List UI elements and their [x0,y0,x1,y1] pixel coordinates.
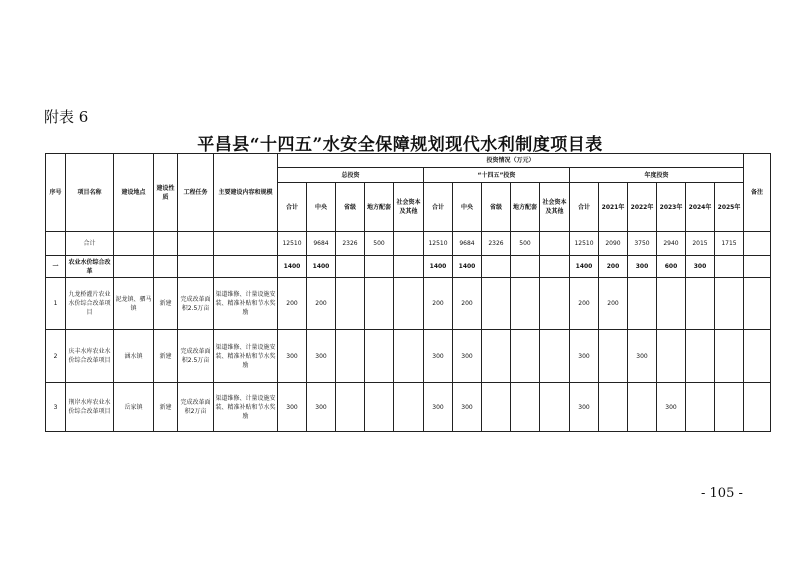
table-row [46,330,771,383]
project-table [45,153,771,432]
header-2023: 2023年 [657,183,686,232]
table-cell [628,383,657,432]
header-2021: 2021年 [599,183,628,232]
table-cell: 300 [278,383,307,432]
table-cell [394,232,424,256]
table-cell: 300 [424,330,453,383]
table-cell: 300 [657,383,686,432]
page-number: - 105 - [701,486,743,501]
table-row [46,383,771,432]
row-content: 渠道维修、计量设施安装、精准补贴和节水奖励 [214,383,278,432]
header-fy-central: 中央 [453,183,482,232]
table-cell [657,330,686,383]
table-cell: 9684 [453,232,482,256]
row-name: 九龙桥灌片农业水价综合改革项目 [66,278,114,330]
table-cell: 2326 [482,232,511,256]
table-cell: 1400 [278,256,307,278]
table-cell [540,232,570,256]
header-fy-prov: 省级 [482,183,511,232]
table-cell: 2015 [686,232,715,256]
header-row-1 [46,154,771,168]
table-cell: 300 [628,256,657,278]
header-name: 项目名称 [66,154,114,232]
table-cell: 1400 [307,256,336,278]
header-content: 主要建设内容和规模 [214,154,278,232]
table-cell: 200 [599,278,628,330]
document-title: 平昌县“十四五”水安全保障规划现代水利制度项目表 [197,135,603,155]
table-cell: 300 [307,383,336,432]
header-five-year: “十四五”投资 [424,168,570,183]
header-tot-prov: 省级 [336,183,365,232]
table-cell: 2326 [336,232,365,256]
header-annual: 年度投资 [570,168,744,183]
row-task: 完成改革面积2万亩 [178,383,214,432]
header-fy-sum: 合计 [424,183,453,232]
table-cell: 12510 [424,232,453,256]
table-cell: 300 [307,330,336,383]
row-location: 泥龙镇、驷马镇 [114,278,154,330]
table-cell [599,330,628,383]
table-cell: 1715 [715,232,744,256]
row-task: 完成改革面积2.5万亩 [178,278,214,330]
row-content: 渠道维修、计量设施安装、精准补贴和节水奖励 [214,330,278,383]
header-tot-social: 社会资本及其他 [394,183,424,232]
table-cell: 200 [453,278,482,330]
table-cell: 12510 [278,232,307,256]
row-seq: 2 [46,330,66,383]
table-cell: 1400 [453,256,482,278]
table-cell: 200 [278,278,307,330]
table-cell: 200 [570,278,599,330]
header-fy-local: 地方配套 [511,183,540,232]
row-name: 荆岸水库农业水价综合改革项目 [66,383,114,432]
row-nature: 新建 [154,330,178,383]
header-investment: 投资情况（万元） [278,154,744,168]
category-row [46,256,771,278]
table-cell: 300 [628,330,657,383]
category-name: 农业水价综合改革 [66,256,114,278]
row-nature: 新建 [154,383,178,432]
row-nature: 新建 [154,278,178,330]
header-tot-local: 地方配套 [365,183,394,232]
table-cell: 1400 [424,256,453,278]
table-cell: 500 [365,232,394,256]
header-tot-central: 中央 [307,183,336,232]
header-task: 工程任务 [178,154,214,232]
row-task: 完成改革面积2.5万亩 [178,330,214,383]
table-cell: 1400 [570,256,599,278]
row-seq: 1 [46,278,66,330]
table-cell: 200 [424,278,453,330]
table-cell: 3750 [628,232,657,256]
table-cell: 300 [570,330,599,383]
header-seq: 序号 [46,154,66,232]
table-cell: 2940 [657,232,686,256]
header-location: 建设地点 [114,154,154,232]
row-seq: 3 [46,383,66,432]
table-cell: 200 [307,278,336,330]
total-row [46,232,771,256]
header-fy-social: 社会资本及其他 [540,183,570,232]
header-total-investment: 总投资 [278,168,424,183]
table-cell: 500 [511,232,540,256]
table-cell: 2090 [599,232,628,256]
table-cell [628,278,657,330]
row-location: 岳家镇 [114,383,154,432]
category-seq: 一 [46,256,66,278]
table-cell: 300 [453,383,482,432]
appendix-label: 附表 6 [44,108,89,126]
row-location: 涵水镇 [114,330,154,383]
table-cell [599,383,628,432]
table-cell: 200 [599,256,628,278]
table-cell: 12510 [570,232,599,256]
header-remarks: 备注 [744,154,771,232]
header-tot-sum: 合计 [278,183,307,232]
header-2024: 2024年 [686,183,715,232]
table-cell: 300 [686,256,715,278]
header-2025: 2025年 [715,183,744,232]
row-content: 渠道维修、计量设施安装、精准补贴和节水奖励 [214,278,278,330]
table-cell: 300 [424,383,453,432]
table-cell [657,278,686,330]
total-label: 合计 [66,232,114,256]
row-name: 庆丰水库农业水价综合改革项目 [66,330,114,383]
table-cell: 300 [570,383,599,432]
header-2022: 2022年 [628,183,657,232]
table-cell: 300 [453,330,482,383]
header-an-sum: 合计 [570,183,599,232]
header-nature: 建设性质 [154,154,178,232]
table-cell: 9684 [307,232,336,256]
table-row [46,278,771,330]
table-cell: 600 [657,256,686,278]
table-cell: 300 [278,330,307,383]
